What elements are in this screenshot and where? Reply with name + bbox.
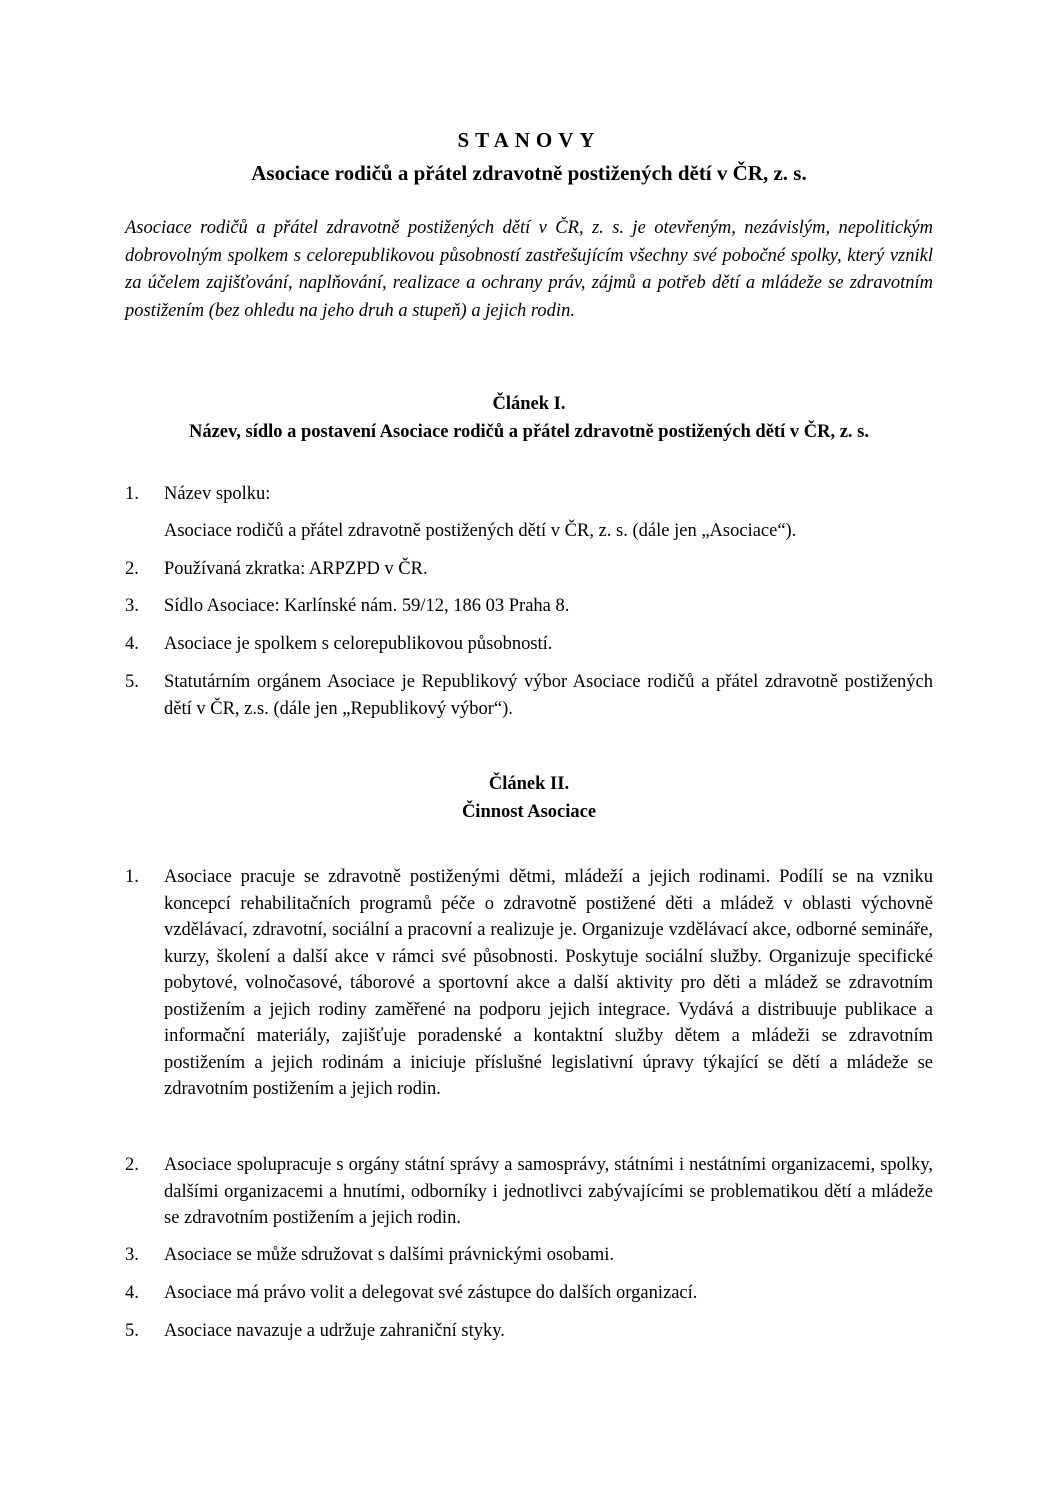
article-1-title: Název, sídlo a postavení Asociace rodičů a přátel zdravotně postižených dětí v ČR, z. s. [188, 422, 869, 442]
list-item-number: 5. [125, 1321, 139, 1341]
document-subtitle: Asociace rodičů a přátel zdravotně postižených dětí v ČR, z. s. [251, 161, 807, 185]
list-item-text: Název spolku: [164, 484, 271, 504]
list-item-text: Asociace pracuje se zdravotně postiženými dětmi, mládeží a jejich rodinami. Podílí se na vzniku koncepcí rehabilitačních programů péče o zdravotně postižené děti a mládež v oblasti výchovně vzdělávací, zdravotní, sociální a pracovní a realizuje je. Organizuje vzdělávací akce, odborné semináře, kurzy, školení a další akce v rámci své působnosti. Poskytuje sociální služby. Organizuje specifické pobytové, volnočasové, táborové a sportovní akce a další aktivity pro děti a mládež se zdravotním postižením a jejich rodiny zaměřené na podporu jejich integrace. Vydává a distribuuje publikace a informační materiály, zajišťuje poradenské a kontaktní služby dětem a mládeži se zdravotním postižením a jejich rodinám a iniciuje příslušné legislativní úpravy týkající se dětí a mládeže se zdravotním postižením a jejich rodin. [164, 867, 933, 1099]
list-item-number: 4. [125, 1283, 139, 1303]
list-item-text: Sídlo Asociace: Karlínské nám. 59/12, 186 03 Praha 8. [164, 596, 570, 616]
list-item-number: 1. [125, 867, 139, 887]
list-item-number: 1. [125, 484, 139, 504]
list-item-number: 3. [125, 596, 139, 616]
intro-paragraph: Asociace rodičů a přátel zdravotně postižených dětí v ČR, z. s. je otevřeným, nezávislým, nepolitickým dobrovolným spolkem s celorepublikovou působností zastřešujícím všechny své pobočné spolky, který vznikl za účelem zajišťování, naplňování, realizace a ochrany práv, zájmů a potřeb dětí a mládeže se zdravotním postižením (bez ohledu na jeho druh a stupeň) a jejich rodin. [125, 218, 933, 321]
list-item-text: Statutárním orgánem Asociace je Republikový výbor Asociace rodičů a přátel zdravotně postižených dětí v ČR, z.s. (dále jen „Republikový výbor“). [164, 672, 933, 719]
list-item-continuation: Asociace rodičů a přátel zdravotně postižených dětí v ČR, z. s. (dále jen „Asociace“). [164, 521, 797, 541]
list-item-number: 2. [125, 559, 139, 579]
list-item-number: 5. [125, 672, 139, 692]
list-item-text: Asociace má právo volit a delegovat své zástupce do dalších organizací. [164, 1283, 698, 1303]
article-1-heading: Článek I. [492, 394, 566, 414]
list-item-number: 2. [125, 1155, 139, 1175]
list-item-number: 3. [125, 1245, 139, 1265]
article-2-title: Činnost Asociace [461, 802, 597, 822]
article-2-heading: Článek II. [488, 774, 570, 794]
list-item-number: 4. [125, 634, 139, 654]
list-item-text: Asociace se může sdružovat s dalšími právnickými osobami. [164, 1245, 615, 1265]
list-item-text: Používaná zkratka: ARPZPD v ČR. [164, 559, 428, 579]
list-item-text: Asociace je spolkem s celorepublikovou působností. [164, 634, 553, 654]
list-item-text: Asociace spolupracuje s orgány státní správy a samosprávy, státními i nestátními organizacemi, spolky, dalšími organizacemi a hnutími, odborníky i jednotlivci zabývajícími se problematikou dětí a mládeže se zdravotním postižením a jejich rodin. [164, 1155, 933, 1228]
document-title: STANOVY [457, 128, 601, 152]
list-item-text: Asociace navazuje a udržuje zahraniční styky. [164, 1321, 505, 1341]
